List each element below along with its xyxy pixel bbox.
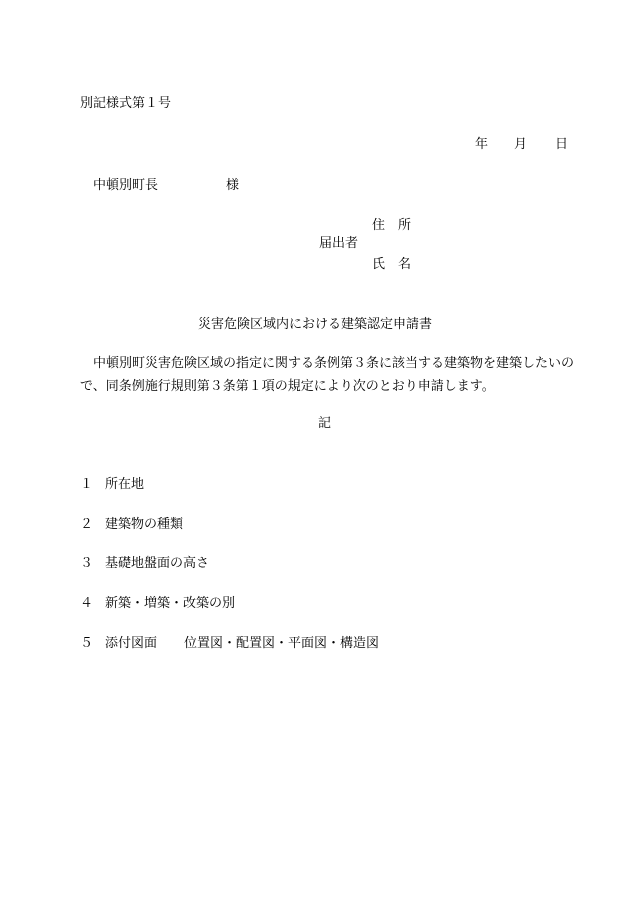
- item-number: ３: [80, 556, 94, 571]
- list-item: [80, 477, 145, 492]
- addressee-honorific: 様: [226, 178, 240, 193]
- date-year-label: 年: [475, 137, 489, 152]
- address-label: 住 所: [372, 218, 412, 233]
- name-label: 氏 名: [372, 257, 412, 272]
- item-label: 基礎地盤面の高さ: [105, 556, 210, 571]
- body-paragraph: 中頓別町災害危険区域の指定に関する条例第３条に該当する建築物を建築したいので、同条例施行規則第３条第１項の規定により次のとおり申請します。: [80, 356, 575, 394]
- ki-heading: 記: [318, 416, 332, 431]
- item-number: ４: [80, 596, 94, 611]
- item-value: 位置図・配置図・平面図・構造図: [184, 636, 380, 651]
- item-number: ２: [80, 517, 94, 532]
- list-item: [80, 556, 210, 571]
- item-label: 添付図面: [105, 636, 158, 651]
- form-number: 別記様式第１号: [80, 96, 172, 111]
- document-title: 災害危険区域内における建築認定申請書: [197, 317, 432, 332]
- date-day-label: 日: [555, 137, 569, 152]
- date-month-label: 月: [514, 137, 528, 152]
- item-label: 所在地: [105, 477, 145, 492]
- item-label: 建築物の種類: [105, 517, 184, 532]
- applicant-role-label: 届出者: [319, 236, 359, 251]
- item-number: １: [80, 477, 94, 492]
- item-number: ５: [80, 636, 94, 651]
- list-item: [80, 596, 236, 611]
- item-label: 新築・増築・改築の別: [105, 596, 236, 611]
- list-item: [80, 637, 400, 650]
- addressee-name: 中頓別町長: [93, 178, 159, 193]
- list-item: [80, 517, 184, 532]
